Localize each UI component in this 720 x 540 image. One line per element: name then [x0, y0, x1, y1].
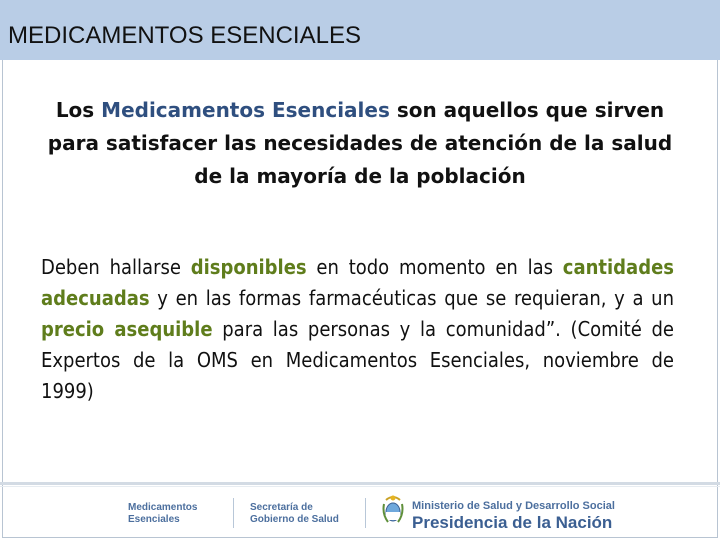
definition-paragraph — [41, 252, 674, 407]
logo-line: Gobierno de Salud — [250, 514, 339, 525]
intro-text-end: son aquellos que sirven para satisfacer las necesidades de atención de la salud de la mayoría de la población — [47, 98, 673, 188]
intro-text-start: Los — [55, 98, 102, 122]
body-text-1: Deben hallarse — [41, 255, 191, 279]
highlight-disponibles: disponibles — [190, 255, 307, 279]
intro-paragraph — [40, 94, 680, 193]
logo-line: Secretaría de — [250, 502, 313, 513]
footer-divider — [0, 482, 720, 485]
body-text-4: para las personas y la comunidad”. (Comité de Expertos de la OMS en Medicamentos Esenciales, noviembre de 1999) — [41, 317, 675, 403]
secretaria-salud-logo — [250, 502, 339, 526]
argentina-coat-of-arms-icon — [382, 492, 404, 528]
logo-line: Presidencia de la Nación — [412, 513, 613, 532]
logo-line: Ministerio de Salud y Desarrollo Social — [412, 500, 615, 512]
highlight-precio: precio asequible — [41, 317, 213, 341]
footer-divider-secondary — [0, 486, 720, 487]
logo-line: Medicamentos — [128, 502, 198, 513]
body-text-3: y en las formas farmacéuticas que se requieran, y a un — [149, 286, 674, 310]
medicamentos-esenciales-logo — [128, 502, 197, 526]
ministerio-presidencia-logo — [412, 500, 615, 533]
body-text-2: en todo momento en las — [306, 255, 563, 279]
logo-divider — [233, 498, 234, 528]
title-bar — [0, 0, 720, 60]
highlight-cantidades: cantidades adecuadas — [41, 255, 674, 310]
slide-title: MEDICAMENTOS ESENCIALES — [8, 22, 361, 49]
logo-line: Esenciales — [128, 514, 180, 525]
logo-divider — [365, 498, 366, 528]
intro-highlight: Medicamentos Esenciales — [101, 98, 390, 122]
